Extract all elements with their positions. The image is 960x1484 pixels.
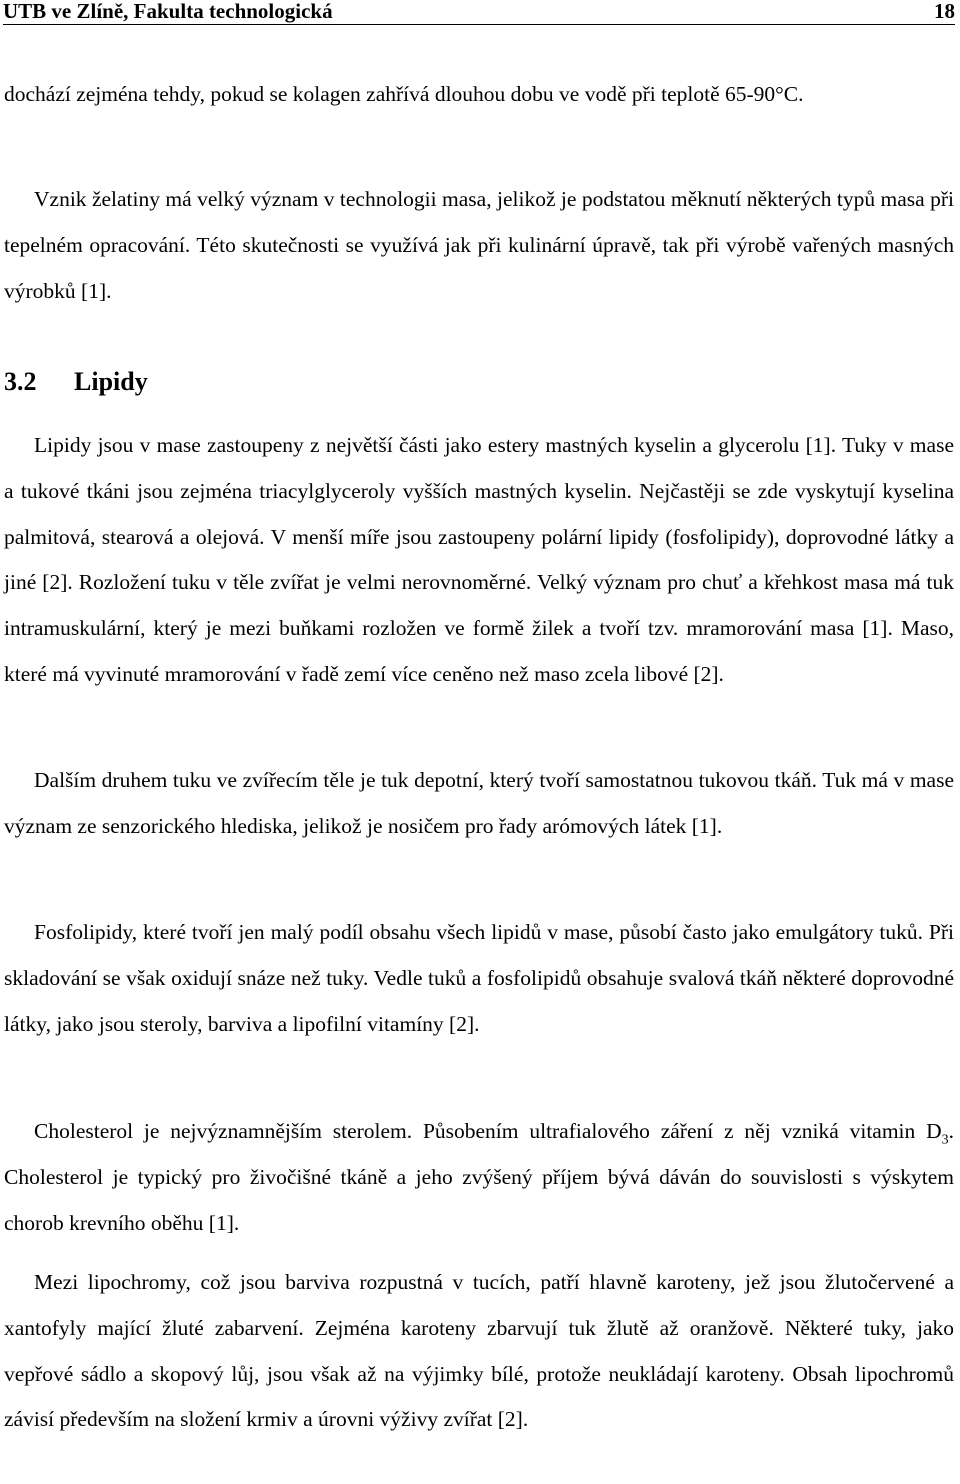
paragraph-depot-fat: Dalším druhem tuku ve zvířecím těle je tuk depotní, který tvoří samostatnou tukovou tkáň. Tuk má v mase význam ze senzorického hlediska, jelikož je nosičem pro řady arómových látek [1]. [4,768,954,838]
vitamin-subscript: 3 [941,1132,949,1148]
section-heading [4,360,148,404]
paragraph-phospholipids: Fosfolipidy, které tvoří jen malý podíl obsahu všech lipidů v mase, působí často jako emulgátory tuků. Při skladování se však oxidují snáze než tuky. Vedle tuků a fosfolipidů obsahuje svalová tkáň některé doprovodné látky, jako jsou steroly, barviva a lipofilní vitamíny [2]. [4,920,954,1036]
page-number: 18 [934,0,955,23]
section-title: Lipidy [74,367,148,396]
paragraph-gelatin: Vznik želatiny má velký význam v technologii masa, jelikož je podstatou měknutí některých typů masa při tepelném opracování. Této skutečnosti se využívá jak při kulinární úpravě, tak při výrobě vařených masných výrobků [1]. [4,187,954,303]
paragraph-continuation: dochází zejména tehdy, pokud se kolagen zahřívá dlouhou dobu ve vodě při teplotě 65-90°C. [4,82,804,106]
header-title: UTB ve Zlíně, Fakulta technologická [3,0,333,23]
paragraph-lipids: Lipidy jsou v mase zastoupeny z největší části jako estery mastných kyselin a glycerolu [1]. Tuky v mase a tukové tkáni jsou zejména triacylglyceroly vyšších mastných kyselin. Nejčastěji se zde vyskytují kyselina palmitová, stearová a olejová. V menší míře jsou zastoupeny polární lipidy (fosfolipidy), doprovodné látky a jiné [2]. Rozložení tuku v těle zvířat je velmi nerovnoměrné. Velký význam pro chuť a křehkost masa má tuk intramuskulární, který je mezi buňkami rozložen ve formě žilek a tvoří tzv. mramorování masa [1]. Maso, které má vyvinuté mramorování v řadě zemí více ceněno než maso zcela libové [2]. [4,433,954,686]
section-number: 3.2 [4,367,37,396]
cholesterol-text-b: . Cholesterol je typický pro živočišné tkáně a jeho zvýšený příjem bývá dáván do souvislosti s výskytem chorob krevního oběhu [1]. [4,1119,954,1235]
paragraph-lipochromes: Mezi lipochromy, což jsou barviva rozpustná v tucích, patří hlavně karoteny, jež jsou žlutočervené a xantofyly mající žluté zabarvení. Zejména karoteny zbarvují tuk žlutě až oranžově. Některé tuky, jako vepřové sádlo a skopový lůj, jsou však až na výjimky bílé, protože neukládají karoteny. Obsah lipochromů závisí především na složení krmiv a úrovni výživy zvířat [2]. [4,1270,954,1432]
paragraph-cholesterol [4,1109,954,1246]
page-header [3,0,955,25]
cholesterol-text-a: Cholesterol je nejvýznamnějším sterolem. Působením ultrafialového záření z něj vzniká vitamin D [34,1119,942,1143]
